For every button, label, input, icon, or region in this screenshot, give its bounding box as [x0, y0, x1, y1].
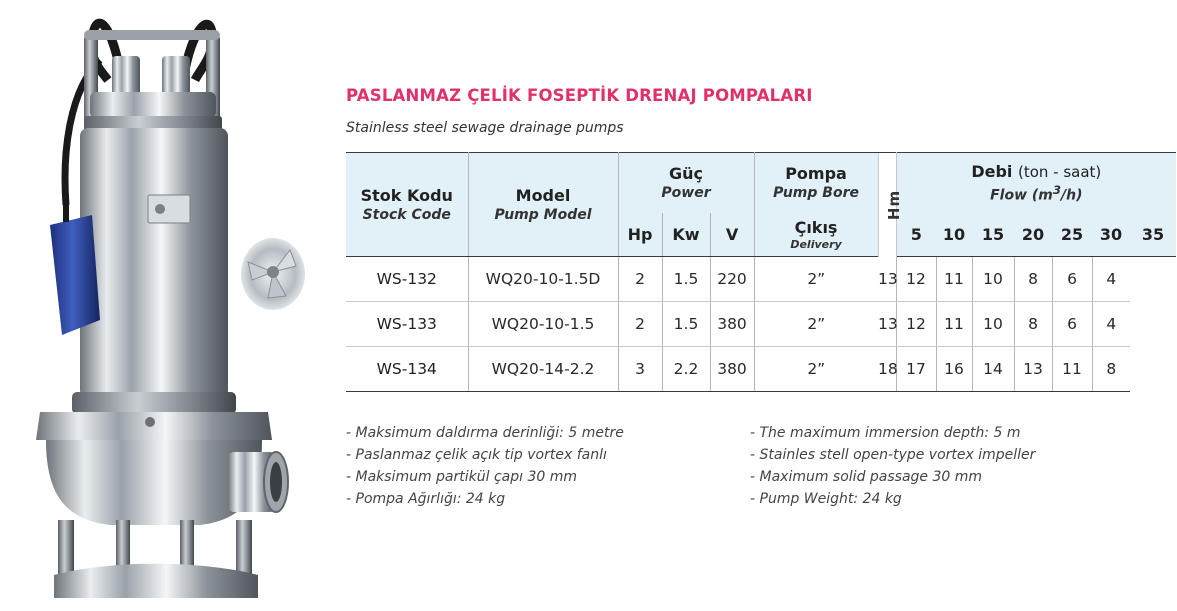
- delivery-cell: 2”: [754, 257, 878, 302]
- head-cell: 6: [1052, 302, 1092, 347]
- model-header: Model Pump Model: [468, 153, 618, 257]
- head-cell: 10: [972, 257, 1014, 302]
- note-item: - Pump Weight: 24 kg: [750, 491, 902, 507]
- model-cell: WQ20-10-1.5: [468, 302, 618, 347]
- flow-35-header: 35: [1130, 213, 1176, 257]
- delivery-cell: 2”: [754, 347, 878, 392]
- hp-cell: 2: [618, 257, 662, 302]
- table-row: [346, 257, 1176, 302]
- head-cell: 6: [1052, 257, 1092, 302]
- head-cell: 11: [936, 257, 972, 302]
- volt-cell: 380: [710, 302, 754, 347]
- head-cell: 17: [896, 347, 936, 392]
- flow-20-header: 20: [1014, 213, 1052, 257]
- volt-cell: 220: [710, 257, 754, 302]
- flow-15-header: 15: [972, 213, 1014, 257]
- kw-cell: 1.5: [662, 302, 710, 347]
- note-item: - Stainles stell open-type vortex impeller: [750, 447, 1036, 463]
- delivery-cell: 2”: [754, 302, 878, 347]
- flow-10-header: 10: [936, 213, 972, 257]
- hp-header: Hp: [618, 213, 662, 257]
- model-cell: WQ20-10-1.5D: [468, 257, 618, 302]
- note-item: - Paslanmaz çelik açık tip vortex fanlı: [346, 447, 607, 463]
- note-item: - The maximum immersion depth: 5 m: [750, 425, 1021, 441]
- head-cell: 13: [878, 257, 896, 302]
- page-title: PASLANMAZ ÇELİK FOSEPTİK DRENAJ POMPALARI: [346, 86, 813, 105]
- head-cell: 8: [1014, 257, 1052, 302]
- impeller-photo: [238, 232, 308, 312]
- notes-english: [750, 422, 1035, 510]
- head-cell: 10: [972, 302, 1014, 347]
- kw-cell: 1.5: [662, 257, 710, 302]
- stock-code-header: Stok Kodu Stock Code: [346, 153, 468, 257]
- flow-5-header: 5: [896, 213, 936, 257]
- pump-bore-header: Pompa Pump Bore: [754, 153, 878, 213]
- note-item: - Maksimum daldırma derinliği: 5 metre: [346, 425, 624, 441]
- hp-cell: 2: [618, 302, 662, 347]
- stock-code-cell: WS-134: [346, 347, 468, 392]
- head-cell: 11: [936, 302, 972, 347]
- volt-header: V: [710, 213, 754, 257]
- power-header: Güç Power: [618, 153, 754, 213]
- head-cell: 11: [1052, 347, 1092, 392]
- volt-cell: 380: [710, 347, 754, 392]
- head-cell: 12: [896, 302, 936, 347]
- flow-25-header: 25: [1052, 213, 1092, 257]
- head-cell: 8: [1092, 347, 1130, 392]
- note-item: - Maksimum partikül çapı 30 mm: [346, 469, 578, 485]
- table-row: [346, 302, 1176, 347]
- head-cell: 18: [878, 347, 896, 392]
- kw-header: Kw: [662, 213, 710, 257]
- stock-code-cell: WS-133: [346, 302, 468, 347]
- hp-cell: 3: [618, 347, 662, 392]
- note-item: - Pompa Ağırlığı: 24 kg: [346, 491, 506, 507]
- model-cell: WQ20-14-2.2: [468, 347, 618, 392]
- head-cell: 13: [878, 302, 896, 347]
- kw-cell: 2.2: [662, 347, 710, 392]
- head-cell: 14: [972, 347, 1014, 392]
- head-cell: 12: [896, 257, 936, 302]
- hm-label: Hm: [884, 190, 903, 221]
- head-cell: 13: [1014, 347, 1052, 392]
- head-cell: 8: [1014, 302, 1052, 347]
- notes-turkish: [346, 422, 624, 510]
- delivery-header: Çıkış Delivery: [754, 213, 878, 257]
- stock-code-cell: WS-132: [346, 257, 468, 302]
- head-cell: 16: [936, 347, 972, 392]
- table-row: [346, 347, 1176, 392]
- hm-column: [878, 153, 903, 257]
- head-cell: 4: [1092, 257, 1130, 302]
- flow-header: Debi (ton - saat) Flow $(m^3/h)$: [896, 153, 1176, 213]
- note-item: - Maximum solid passage 30 mm: [750, 469, 983, 485]
- page-subtitle: Stainless steel sewage drainage pumps: [346, 120, 624, 136]
- flow-30-header: 30: [1092, 213, 1130, 257]
- head-cell: 4: [1092, 302, 1130, 347]
- spec-table: [346, 152, 1176, 392]
